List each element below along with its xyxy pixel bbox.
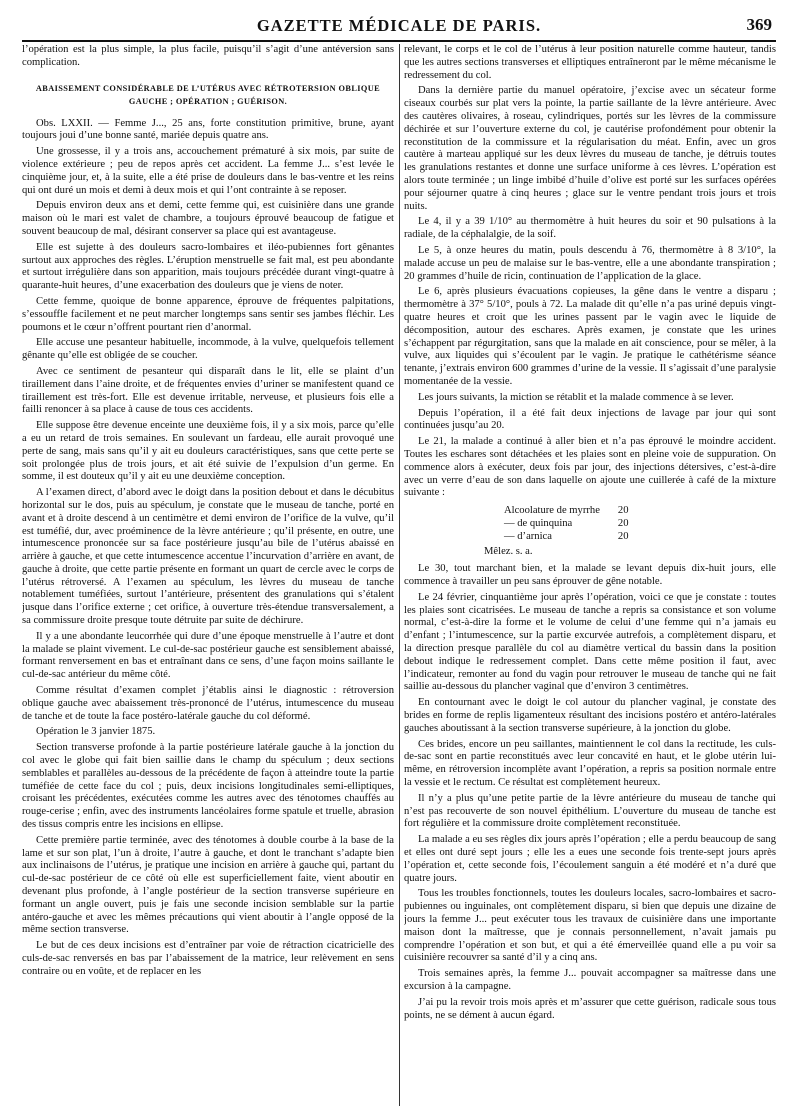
paragraph: Trois semaines après, la femme J... pouvait accompagner sa maîtresse dans une excursion à la campagne. [404,968,776,992]
recipe-quantity: 20 [617,530,629,542]
recipe-ingredient: — d’arnica [504,530,552,542]
paragraph: Les jours suivants, la miction se rétablit et la malade commence à se lever. [418,391,734,403]
paragraph: Elle accuse une pesanteur habituelle, incommode, à la vulve, quelquefois tellement gênante qu’elle est obligée de se coucher. [22,337,394,362]
paragraph: Tous les troubles fonctionnels, toutes les douleurs locales, sacro-lombaires et sacro-pubiennes ou inguinales, ont complètement disparu, si bien que depuis une dizaine de jours la femme J... peut exécuter tous les travaux de cuisinière dans une importante maison dont la maîtresse, que je connais personnellement, n’avait jamais pu comprendre l’opération et son but, et qui a été émerveillée quand elle a pu voir sa cuisinière recouvrer sa santé d’il y a cinq ans. [404,888,776,964]
paragraph: Le 4, il y a 39 1/10° au thermomètre à huit heures du soir et 90 pulsations à la radiale, de la céphalalgie, de la soif. [404,216,776,241]
recipe-ingredient: — de quinquina [504,517,573,529]
paragraph: Le 21, la malade a continué à aller bien et n’a pas éprouvé le moindre accident. Toutes les eschares sont détachées et les plaies sont en pleine voie de suppuration. On commence alors à exécuter, deux fois par jour, des injections détersives, c’est-à-dire avec un verre d’eau de son dans laquelle on ajoute une cuillerée à café de la mixture suivante : [404,436,776,499]
paragraph: Ces brides, encore un peu saillantes, maintiennent le col dans la rectitude, les culs-de-sac sont en partie reconstitués avec leur concavité en haut, et le globe utérin lui-même, en rétroversion incomplète avant l’opération, a repris sa position normale entre la vessie et le rectum. Ce résultat est complètement heureux. [404,738,776,789]
column-divider [399,44,400,1106]
paragraph: Elle est sujette à des douleurs sacro-lombaires et iléo-pubiennes fort gênantes surtout aux approches des règles. L’éruption menstruelle se fait mal, est peu abondante et surtout irrégulière dans son apparition, mais toujours précédée durant vingt-quatre à quarante-huit heures, d’une exacerbation des douleurs que je viens de noter. [22,241,394,292]
paragraph: Opération le 3 janvier 1875. [36,726,156,738]
paragraph: La malade a eu ses règles dix jours après l’opération ; elle a perdu beaucoup de sang et elles ont duré sept jours ; elle les a eues une seconde fois trente-sept jours après l’opération et, cette seconde fois, l’écoulement sanguin a été modéré et n’a duré que quatre jours. [404,834,776,884]
right-column [404,44,776,1110]
recipe-quantity: 20 [617,517,629,529]
running-head [22,4,776,42]
intro-paragraph: l’opération est la plus simple, la plus facile, puisqu’il s’agit d’une antéversion sans complication. [22,44,394,68]
paragraph: Cette femme, quoique de bonne apparence, éprouve de fréquentes palpitations, s’essouffle facilement et ne peut marcher longtemps sans sentir ses jambes fléchir. Les poumons et le cœur n’offrent pourtant rien d’anormal. [22,295,394,333]
paragraph: Le 6, après plusieurs évacuations copieuses, la gêne dans le ventre a disparu ; thermomètre à 37° 5/10°, pouls à 72. La malade dit qu’elle n’a pas uriné depuis vingt-quatre heures et croit que les urines passent par le vagin avec le liquide de décomposition, autour des eschares. Après examen, je constate que les urines s’échappent par régurgitation, sans que la malade en ait conscience, pour se mêler, à la vulve, aux liquides qui s’écoulent par le vagin. Je pratique le cathétérisme séance tenante, j’extrais environ 600 grammes d’urine de la vessie. Il s’agissait d’une paralysie momentanée de la vessie. [404,286,776,387]
recipe-row [500,531,633,544]
paragraph: Section transverse profonde à la partie postérieure latérale gauche à la jonction du col avec le globe qui fait bien saillie dans le champ du spéculum ; deux sections semblables et parallèles au-dessous de la précédente de façon à atteindre toute la partie tuméfiée de cette face du col ; puis, deux incisions longitudinales semi-elliptiques, croisant les précédentes, exécutées comme les autres avec des ténotomes chauffés au rouge-cerise ; enfin, avec des instruments lancéolaires forme spatule et truelle, abrasion des tissus compris entre les incisions en ellipse. [22,742,394,831]
paragraph: En contournant avec le doigt le col autour du plancher vaginal, je constate des brides en forme de replis ligamenteux résultant des incisions postéro et antéro-latérales gauches aboutissant à la section transverse supérieure, à la jonction du globe. [404,697,776,734]
recipe-ingredient: Alcoolature de myrrhe [504,505,600,517]
paragraph: Depuis environ deux ans et demi, cette femme qui, est cuisinière dans une grande maison où le mari est valet de chambre, a toujours éprouvé beaucoup de fatigue et souvent beaucoup de mal, désirant conserver sa place qui est avantageuse. [22,200,394,237]
paragraph: A l’examen direct, d’abord avec le doigt dans la position debout et dans le décubitus horizontal sur le dos, puis au spéculum, je constate que le museau de tanche, porté en avant et à droite descend à un centimètre et demi environ de l’orifice de la vulve, qu’il est tuméfié, dur, avec proéminence de la lèvre antérieure ; qu’il présente, en outre, une intumescence prononcée sur sa face postérieure jusqu’au bile de l’utérus abaissé en arrière à gauche, et que cette intumescence accentue l’incurvation d’arrière en avant, de gauche à droite, que cette partie présente en formant un quart de cercle avec le corps de l’utérus rétroversé. A l’examen au spéculum, les lèvres du museau de tanche notablement tuméfiées, surtout l’antérieure, présentent des granulations qui s’étalent jusque dans l’orifice externe ; cet orifice, à ouverture très-étendue transversalement, a sa commissure droite presque toute détruite par suite de déchirure. [22,487,394,627]
paragraph: Dans la dernière partie du manuel opératoire, j’excise avec un sécateur forme ciseaux courbés sur plat vers la pointe, la partie saillante de la lèvre antérieure. Avec des cautères olivaires, à roseau, cylindriques, portés sur les lèvres de la commissure déchirée et sur l’ouverture externe du col, je cautérise profondément pour obtenir la reconstitution de la commissure et la régularisation du méat. Enfin, avec un gros cautère à marteau appliqué sur les deux lèvres du museau de tanche, je détruis toutes les granulations restantes et donne une surface uniforme à ces lèvres. L’opération est alors toute terminée ; un linge imbibé d’huile d’olive est porté sur les surfaces opérées pour séjourner quatre à cinq heures ; glace sur le ventre pendant trois jours et trois nuits. [404,85,776,212]
paragraph: Le 5, à onze heures du matin, pouls descendu à 76, thermomètre à 8 3/10°, la malade accuse un peu de malaise sur le bas-ventre, elle a une abondante transpiration ; 20 grammes d’huile de ricin, continuation de l’application de la glace. [404,244,776,282]
paragraph: Obs. LXXII. — Femme J..., 25 ans, forte constitution primitive, brune, ayant toujours joui d’une bonne santé, mariée depuis quatre ans. [22,117,394,142]
paragraph: Le but de ces deux incisions est d’entraîner par voie de rétraction cicatricielle des culs-de-sac renversés en bas par l’abaissement de la matrice, leur relèvement en sens contraire ou en voûte, et de replacer en les [22,940,394,977]
paragraph: Depuis l’opération, il a été fait deux injections de lavage par jour qui sont continuées jusqu’au 20. [404,407,776,432]
paragraph: Comme résultat d’examen complet j’établis ainsi le diagnostic : rétroversion oblique gauche avec abaissement très-prononcé de l’utérus, intumescence du museau de tanche et de toute la face postéro-latérale gauche du col déformé. [22,685,394,722]
recipe-quantity: 20 [617,505,629,517]
recipe-row [500,518,633,531]
left-column [22,44,394,1110]
paragraph: Le 30, tout marchant bien, et la malade se levant depuis dix-huit jours, elle commence à travailler un peu sans éprouver de gêne notable. [404,563,776,588]
page-number: 369 [746,15,772,34]
section-heading: ABAISSEMENT CONSIDÉRABLE DE L’UTÉRUS AVEC RÉTROTERSION OBLIQUE GAUCHE ; OPÉRATION ; GUÉRISON. [35,83,381,106]
journal-title: GAZETTE MÉDICALE DE PARIS. [256,16,542,35]
paragraph: Une grossesse, il y a trois ans, accouchement prématuré à six mois, par suite de violence extérieure ; peu de repos après cet accident. La femme J... s’est levée le cinquième jour, et, à la suite, elle a été prise de douleurs dans le bas-ventre et les reins qui ont duré un mois et demi à deux mois et qui l’ont contrainte à se reposer. [22,146,394,196]
paragraph: J’ai pu la revoir trois mois après et m’assurer que cette guérison, radicale sous tous points, ne se dément à aucun égard. [404,996,776,1021]
paragraph: Avec ce sentiment de pesanteur qui disparaît dans le lit, elle se plaint d’un tiraillement dans l’aine droite, et de fréquentes envies d’uriner se manifestent quand ce tiraillement est très-fort. Elle est devenue irritable, nerveuse, et plusieurs fois elle a failli renoncer à sa place à cause de tous ces accidents. [22,365,394,416]
paragraph: Il y a une abondante leucorrhée qui dure d’une époque menstruelle à l’autre et dont la malade se plaint vivement. Le cul-de-sac postérieur gauche est sensiblement abaissé, formant renversement en bas et entraînant dans ce sens, d’une façon moins saillante le cul-de-sac antérieur du même côté. [22,630,394,681]
recipe-table [500,505,633,543]
paragraph: relevant, le corps et le col de l’utérus à leur position naturelle comme hauteur, tandis que les autres sections transverses et elliptiques entraîneront par le même mécanisme le redressement du col. [404,44,776,81]
paragraph: Cette première partie terminée, avec des ténotomes à double courbe à la base de la lame et sur son plat, l’un à droite, l’autre à gauche, et dont le tranchant s’adapte bien aux inclinaisons de l’utérus, je pratique une incision en arrière à gauche qui, partant du cul-de-sac postérieur de ce côté où elle est superficiellement faite, vient aboutir en devenant plus profonde, à l’angle postérieur de la section transverse supérieure en formant un angle ouvert, puis je fais une seconde incision semblable sur la partie antéro-gauche et avec les mêmes précautions qui vient aboutir à l’angle opposé de la même section transverse. [22,834,394,936]
article-columns [22,44,776,1110]
recipe-row [500,505,633,518]
recipe-instruction: Mêlez. s. a. [484,546,533,558]
paragraph: Il n’y a plus qu’une petite partie de la lèvre antérieure du museau de tanche qui n’est pas recouverte de son nouvel épithélium. L’ouverture du museau de tanche est fort régulière et la commissure droite complètement reconstituée. [404,792,776,830]
paragraph: Le 24 février, cinquantième jour après l’opération, voici ce que je constate : toutes les plaies sont cicatrisées. Le museau de tanche a repris sa consistance et son volume normal, c’est-à-dire la forme et le volume de celui d’une femme qui n’a jamais eu d’enfant ; l’intumescence, sur la partie excurvée autrefois, a complètement disparu, et la direction presque parallèle du col au diamètre vertical du bassin dans la position debout indique le redressement complet. Dans cette même position il faut, avec l’indicateur, remonter au fond du vagin pour retrouver le museau de tanche qui ne fait saillie au-dessous du plancher vaginal que d’environ 3 centimètres. [404,591,776,693]
paragraph: Elle suppose être devenue enceinte une deuxième fois, il y a six mois, parce qu’elle a eu un retard de trois semaines. En soulevant un fardeau, elle aurait provoqué une perte de sang, mais sans qu’il y ait eu douleurs caractéristiques, sans que cette perte se soit prolongée plus de trois jours, et ait été suivie de l’expulsion d’un germe. En somme, il est douteux qu’il y ait eu une deuxième conception. [22,420,394,483]
